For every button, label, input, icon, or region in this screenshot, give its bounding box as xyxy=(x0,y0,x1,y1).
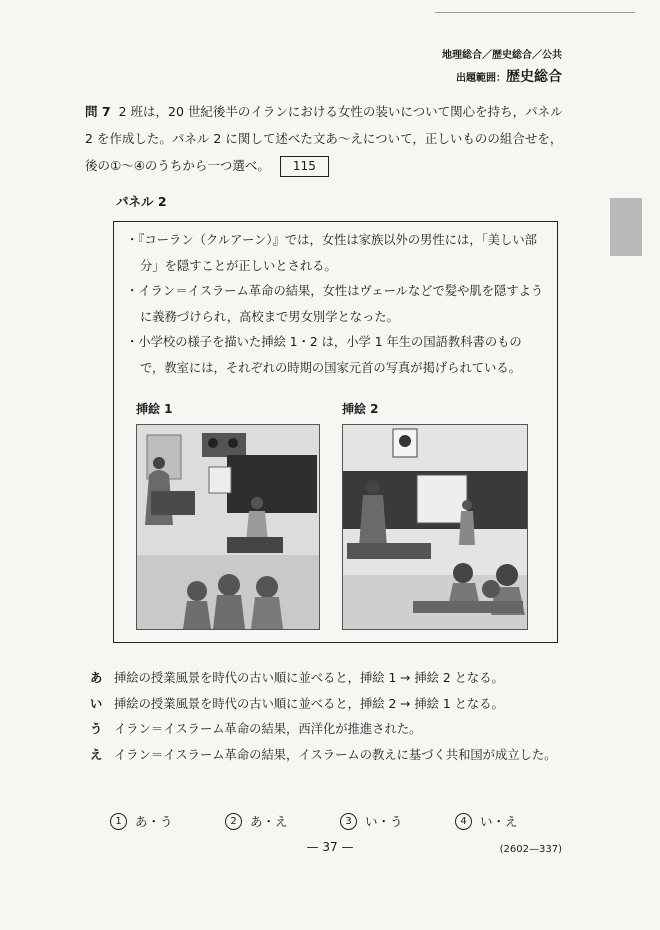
circled-number: 3 xyxy=(340,813,357,830)
statement-label: う xyxy=(90,722,103,736)
panel-box xyxy=(113,221,558,643)
answer-option-2[interactable] xyxy=(225,812,340,830)
range-value: 歴史総合 xyxy=(506,69,562,85)
answer-option-3[interactable] xyxy=(340,812,455,830)
panel-bullet: ・イラン＝イスラーム革命の結果，女性はヴェールなどで髪や肌を隠すように義務づけられ，高校まで男女別学となった。 xyxy=(126,284,544,324)
answer-option-4[interactable] xyxy=(455,812,570,830)
figure1-illustration xyxy=(136,424,320,630)
statement-label: い xyxy=(90,696,103,711)
circled-number: 4 xyxy=(455,813,472,830)
exam-code: (2602—337) xyxy=(499,844,562,855)
side-index-tab xyxy=(610,198,642,256)
statement-text: イラン＝イスラーム革命の結果，西洋化が推進された。 xyxy=(114,722,422,736)
figure2-illustration xyxy=(342,424,528,630)
circled-number: 2 xyxy=(225,813,242,830)
statement-a xyxy=(90,666,570,692)
circled-number: 1 xyxy=(110,813,127,830)
question-number: 問 7 xyxy=(85,104,111,119)
question xyxy=(85,98,563,179)
answer-text: あ・え xyxy=(250,814,288,829)
answer-options xyxy=(110,812,570,830)
panel-bullet: ・小学校の様子を描いた挿絵 1・2 は，小学 1 年生の国語教科書のもので，教室には，それぞれの時期の国家元首の写真が掲げられている。 xyxy=(126,335,522,375)
page-number: — 37 — xyxy=(306,840,354,854)
top-rule xyxy=(435,12,635,13)
answer-option-1[interactable] xyxy=(110,812,225,830)
range-label: 出題範囲： xyxy=(456,73,506,84)
exam-range xyxy=(456,66,562,86)
panel-bullets xyxy=(126,228,546,381)
statement-label: え xyxy=(90,747,103,762)
answer-number-box: 115 xyxy=(280,156,329,177)
figure1-caption: 挿絵 1 xyxy=(136,402,173,416)
classroom-illustration-1 xyxy=(137,425,319,629)
statement-text: イラン＝イスラーム革命の結果，イスラームの教えに基づく共和国が成立した。 xyxy=(114,747,557,762)
subject-header: 地理総合／歴史総合／公共 xyxy=(442,50,562,61)
answer-text: い・う xyxy=(365,814,403,829)
answer-text: い・え xyxy=(480,814,518,829)
question-text: 2 班は，20 世紀後半のイランにおける女性の装いについて関心を持ち，パネル 2 を作成した。パネル 2 に関して述べた文あ～えについて，正しいものの組合せを，後の①～④のうちから一つ選べ。 xyxy=(85,104,563,173)
statement-label: あ xyxy=(90,671,103,685)
statement-text: 挿絵の授業風景を時代の古い順に並べると，挿絵 1 → 挿絵 2 となる。 xyxy=(114,671,504,685)
figure2-caption: 挿絵 2 xyxy=(342,402,379,416)
panel-title: パネル 2 xyxy=(116,194,167,209)
statement-text: 挿絵の授業風景を時代の古い順に並べると，挿絵 2 → 挿絵 1 となる。 xyxy=(114,696,504,711)
answer-text: あ・う xyxy=(135,814,173,829)
statement-i xyxy=(90,692,570,718)
panel-bullet: ・『コーラン（クルアーン）』では，女性は家族以外の男性には，「美しい部分」を隠すことが正しいとされる。 xyxy=(126,233,537,273)
statements xyxy=(90,666,570,768)
statement-u xyxy=(90,717,570,743)
classroom-illustration-2 xyxy=(343,425,527,629)
statement-e xyxy=(90,743,570,769)
